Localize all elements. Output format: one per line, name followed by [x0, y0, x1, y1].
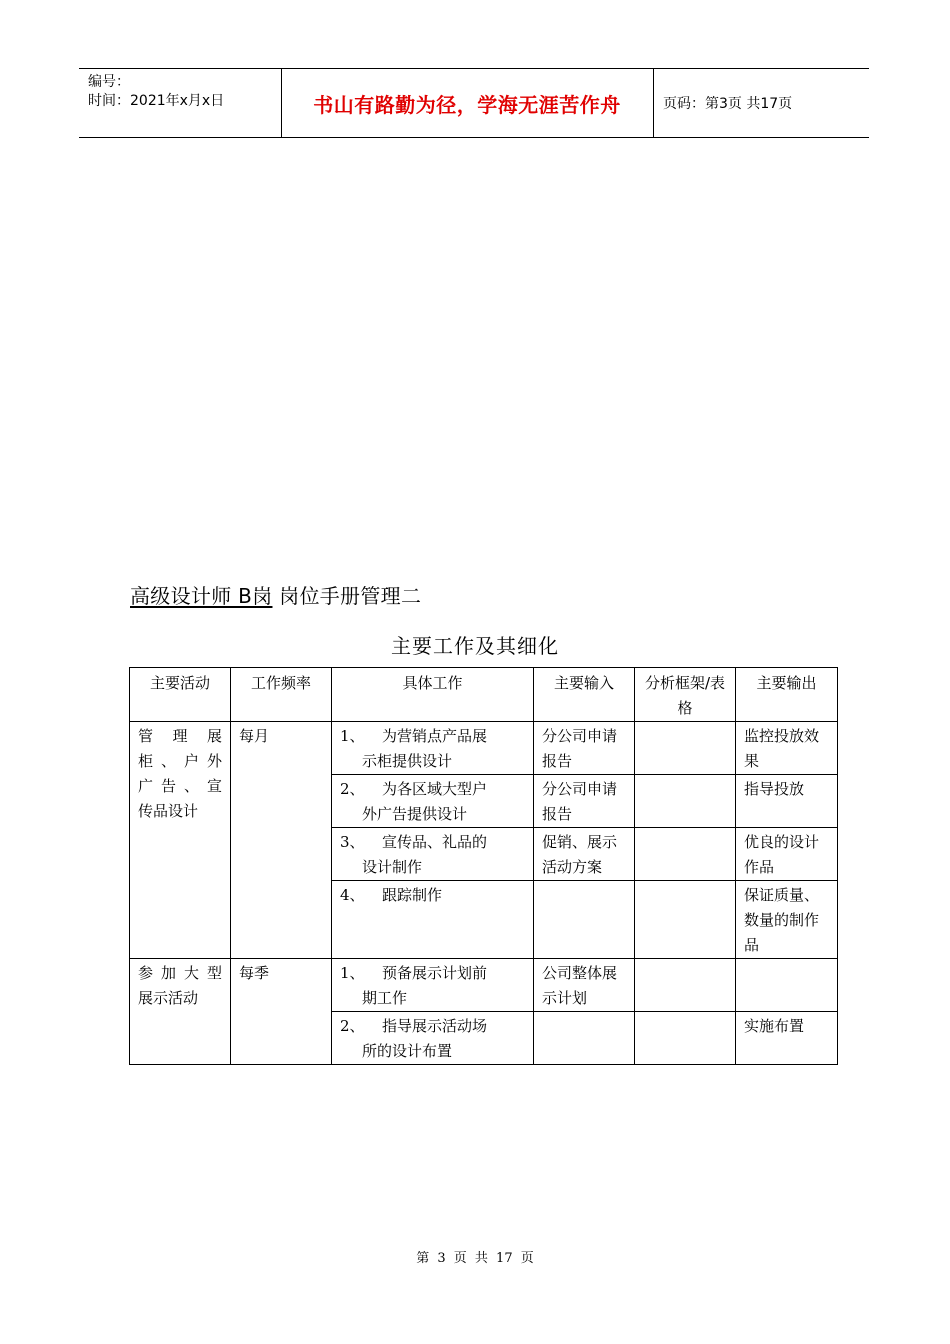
activity-line: 广告、宣	[138, 777, 222, 795]
page-footer: 第 3 页 共 17 页	[416, 1251, 534, 1266]
framework-cell	[635, 959, 736, 1012]
input-cell: 公司整体展示计划	[534, 959, 635, 1012]
output-cell: 指导投放	[736, 775, 838, 828]
task-cell: 1、 预备展示计划前 期工作	[332, 959, 534, 1012]
task-cell: 2、 为各区域大型户 外广告提供设计	[332, 775, 534, 828]
framework-cell	[635, 881, 736, 959]
input-cell	[534, 881, 635, 959]
header-cell: 主要输入	[534, 668, 635, 722]
header-meta	[88, 73, 224, 111]
task-cell: 2、 指导展示活动场 所的设计布置	[332, 1012, 534, 1065]
activity-line: 参加大型	[138, 964, 222, 982]
framework-cell	[635, 722, 736, 775]
header-cell: 主要输出	[736, 668, 838, 722]
activity-cell	[130, 722, 231, 959]
document-title-rest: 岗位手册管理二	[272, 584, 422, 608]
task-cell: 3、 宣传品、礼品的 设计制作	[332, 828, 534, 881]
activity-line: 传品设计	[138, 802, 199, 820]
output-cell: 监控投放效果	[736, 722, 838, 775]
table-header-row	[130, 668, 838, 722]
task-cell: 4、 跟踪制作	[332, 881, 534, 959]
document-title-underlined: 高级设计师 B岗	[130, 584, 273, 608]
activity-line: 柜、户外	[138, 752, 222, 770]
header-cell: 分析框架/表格	[635, 668, 736, 722]
header-cell: 具体工作	[332, 668, 534, 722]
document-title	[130, 580, 421, 609]
frequency-cell: 每季	[231, 959, 332, 1065]
framework-cell	[635, 775, 736, 828]
input-cell: 分公司申请报告	[534, 775, 635, 828]
header-cell: 工作频率	[231, 668, 332, 722]
input-cell: 促销、展示活动方案	[534, 828, 635, 881]
activity-line: 管理展	[138, 727, 222, 745]
activity-line: 展示活动	[138, 989, 199, 1007]
activity-cell	[130, 959, 231, 1065]
time-label: 时间：2021年x月x日	[88, 93, 225, 109]
work-detail-table	[129, 667, 838, 1065]
task-cell: 1、 为营销点产品展 示柜提供设计	[332, 722, 534, 775]
header-page-label: 页码：第3页 共17页	[663, 96, 793, 112]
input-cell: 分公司申请报告	[534, 722, 635, 775]
frequency-cell: 每月	[231, 722, 332, 959]
page-header	[79, 68, 869, 138]
header-divider	[653, 69, 654, 137]
input-cell	[534, 1012, 635, 1065]
serial-label: 编号：	[88, 74, 130, 90]
output-cell: 保证质量、数量的制作品	[736, 881, 838, 959]
framework-cell	[635, 1012, 736, 1065]
output-cell: 优良的设计作品	[736, 828, 838, 881]
output-cell	[736, 959, 838, 1012]
framework-cell	[635, 828, 736, 881]
table-row	[130, 722, 838, 775]
table-row	[130, 959, 838, 1012]
output-cell: 实施布置	[736, 1012, 838, 1065]
header-motto: 书山有路勤为径，学海无涯苦作舟	[313, 92, 621, 117]
table-title: 主要工作及其细化	[391, 634, 559, 658]
header-cell: 主要活动	[130, 668, 231, 722]
